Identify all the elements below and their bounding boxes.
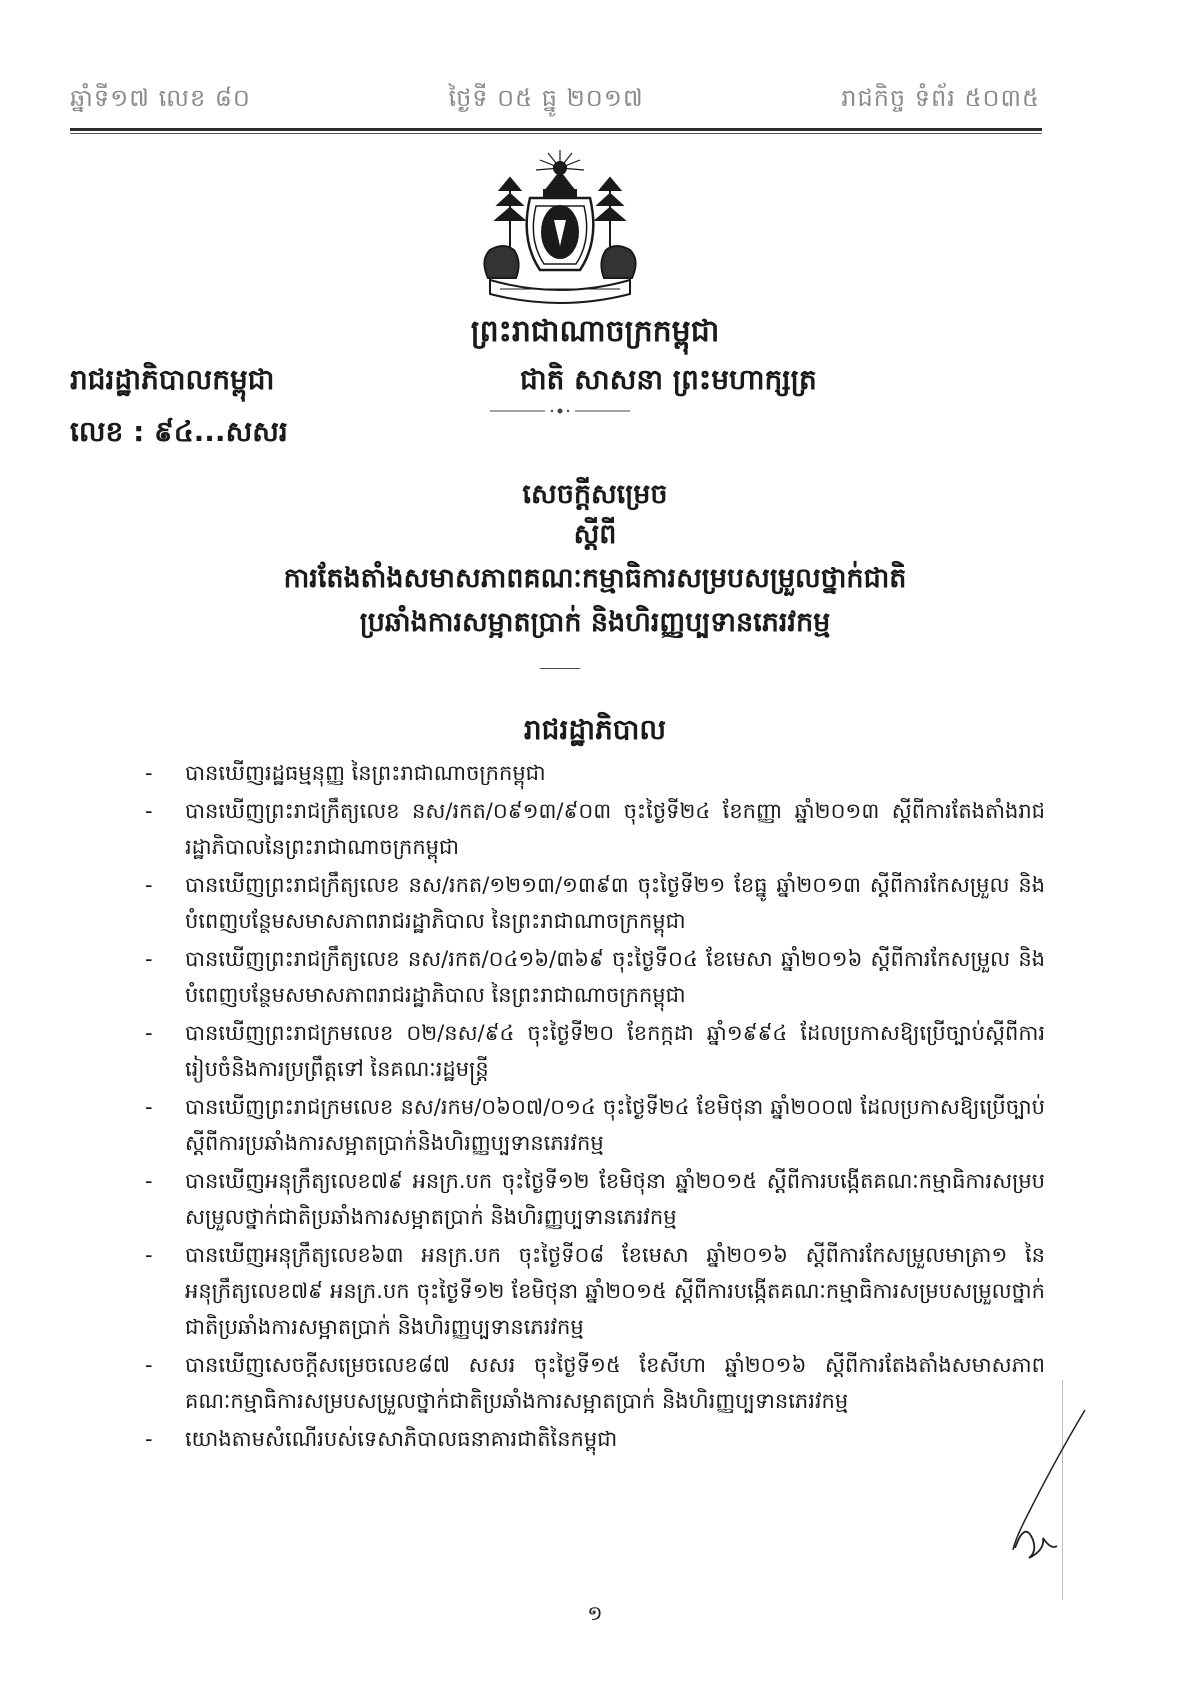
list-bullet: -	[145, 947, 153, 971]
list-bullet: -	[145, 1169, 153, 1193]
decision-number: លេខ : ៩៤...សសរ	[70, 415, 288, 448]
gazette-header	[70, 82, 1040, 118]
government-name: រាជរដ្ឋាភិបាលកម្ពុជា	[70, 363, 275, 396]
list-item	[145, 1015, 1045, 1087]
list-bullet: -	[145, 1353, 153, 1377]
preamble-list	[145, 755, 1045, 1459]
list-item	[145, 1347, 1045, 1419]
list-item-text: បានឃើញព្រះរាជក្រមលេខ ០២/នស/៩៤ ចុះថ្ងៃទី២០ ខែកក្កដា ឆ្នាំ១៩៩៤ ដែលប្រកាសឱ្យប្រើច្បាប់ស្តីពីការរៀបចំនិងការប្រព្រឹត្តទៅ នៃគណៈរដ្ឋមន្ត្រី	[185, 1021, 1045, 1081]
list-item	[145, 941, 1045, 1013]
list-item	[145, 1237, 1045, 1345]
list-item-text: បានឃើញអនុក្រឹត្យលេខ៦៣ អនក្រ.បក ចុះថ្ងៃទី០៨ ខែមេសា ឆ្នាំ២០១៦ ស្តីពីការកែសម្រួលមាត្រា១ នៃអនុក្រឹត្យលេខ៧៩ អនក្រ.បក ចុះថ្ងៃទី១២ ខែមិថុនា ឆ្នាំ២០១៥ ស្តីពីការបង្កើតគណៈកម្មាធិការសម្របសម្រួលថ្នាក់ជាតិប្រឆាំងការសម្អាតប្រាក់ និងហិរញ្ញប្បទានភេរវកម្ម	[185, 1243, 1045, 1339]
title-line-1: សេចក្តីសម្រេច	[522, 479, 668, 510]
list-bullet: -	[145, 1243, 153, 1267]
list-item	[145, 1089, 1045, 1161]
national-motto: ជាតិ សាសនា ព្រះមហាក្សត្រ	[520, 363, 817, 396]
list-item	[145, 1421, 1045, 1457]
list-item	[145, 1163, 1045, 1235]
title-line-4: ប្រឆាំងការសម្អាតប្រាក់ និងហិរញ្ញប្បទានភេរវកម្ម	[359, 607, 831, 638]
list-bullet: -	[145, 1095, 153, 1119]
page-number: ១	[587, 1601, 603, 1625]
list-item-text: បានឃើញព្រះរាជក្រមលេខ នស/រកម/០៦០៧/០១៤ ចុះថ្ងៃទី២៤ ខែមិថុនា ឆ្នាំ២០០៧ ដែលប្រកាសឱ្យប្រើច្បាប់ស្តីពីការប្រឆាំងការសម្អាតប្រាក់និងហិរញ្ញប្បទានភេរវកម្ម	[185, 1095, 1045, 1155]
list-item-text: បានឃើញព្រះរាជក្រឹត្យលេខ នស/រកត/១២១៣/១៣៩៣ ចុះថ្ងៃទី២១ ខែធ្នូ ឆ្នាំ២០១៣ ស្តីពីការកែសម្រួល និងបំពេញបន្ថែមសមាសភាពរាជរដ្ឋាភិបាល នៃព្រះរាជាណាចក្រកម្ពុជា	[185, 873, 1045, 933]
title-divider	[540, 668, 580, 669]
section-heading: រាជរដ្ឋាភិបាល	[523, 713, 667, 746]
list-item-text: បានឃើញសេចក្តីសម្រេចលេខ៨៧ សសរ ចុះថ្ងៃទី១៥ ខែសីហា ឆ្នាំ២០១៦ ស្តីពីការតែងតាំងសមាសភាពគណៈកម្មាធិការសម្របសម្រួលថ្នាក់ជាតិប្រឆាំងការសម្អាតប្រាក់ និងហិរញ្ញប្បទានភេរវកម្ម	[185, 1353, 1045, 1413]
signature-icon	[985, 1400, 1095, 1570]
list-item-text: យោងតាមសំណើរបស់ទេសាភិបាលធនាគារជាតិនៃកម្ពុជា	[185, 1427, 618, 1451]
gazette-page: រាជកិច្ច ទំព័រ ៥០៣៥	[841, 83, 1040, 112]
list-item	[145, 755, 1045, 791]
ornament-divider-icon	[490, 408, 630, 414]
gazette-issue: ឆ្នាំទី១៧ លេខ ៨០	[70, 83, 251, 112]
list-bullet: -	[145, 1427, 153, 1451]
royal-coat-of-arms-icon	[470, 150, 650, 310]
list-item-text: បានឃើញព្រះរាជក្រឹត្យលេខ នស/រកត/០៩១៣/៩០៣ ចុះថ្ងៃទី២៤ ខែកញ្ញា ឆ្នាំ២០១៣ ស្តីពីការតែងតាំងរាជរដ្ឋាភិបាលនៃព្រះរាជាណាចក្រកម្ពុជា	[185, 799, 1045, 859]
list-item	[145, 793, 1045, 865]
kingdom-name: ព្រះរាជាណាចក្រកម្ពុជា	[470, 314, 720, 349]
title-line-2: ស្តីពី	[573, 519, 617, 550]
header-rule	[70, 128, 1042, 131]
list-item-text: បានឃើញរដ្ឋធម្មនុញ្ញ នៃព្រះរាជាណាចក្រកម្ពុជា	[185, 761, 546, 785]
list-bullet: -	[145, 873, 153, 897]
list-bullet: -	[145, 799, 153, 823]
list-item-text: បានឃើញព្រះរាជក្រឹត្យលេខ នស/រកត/០៤១៦/៣៦៩ ចុះថ្ងៃទី០៤ ខែមេសា ឆ្នាំ២០១៦ ស្តីពីការកែសម្រួល និងបំពេញបន្ថែមសមាសភាពរាជរដ្ឋាភិបាល នៃព្រះរាជាណាចក្រកម្ពុជា	[185, 947, 1045, 1007]
list-item-text: បានឃើញអនុក្រឹត្យលេខ៧៩ អនក្រ.បក ចុះថ្ងៃទី១២ ខែមិថុនា ឆ្នាំ២០១៥ ស្តីពីការបង្កើតគណៈកម្មាធិការសម្របសម្រួលថ្នាក់ជាតិប្រឆាំងការសម្អាតប្រាក់ និងហិរញ្ញប្បទានភេរវកម្ម	[185, 1169, 1045, 1229]
gazette-date: ថ្ងៃទី ០៥ ធ្នូ ២០១៧	[448, 83, 644, 112]
list-item	[145, 867, 1045, 939]
list-bullet: -	[145, 761, 153, 785]
header-rule-thin	[70, 133, 1042, 134]
list-bullet: -	[145, 1021, 153, 1045]
title-line-3: ការតែងតាំងសមាសភាពគណៈកម្មាធិការសម្របសម្រួលថ្នាក់ជាតិ	[283, 563, 907, 594]
